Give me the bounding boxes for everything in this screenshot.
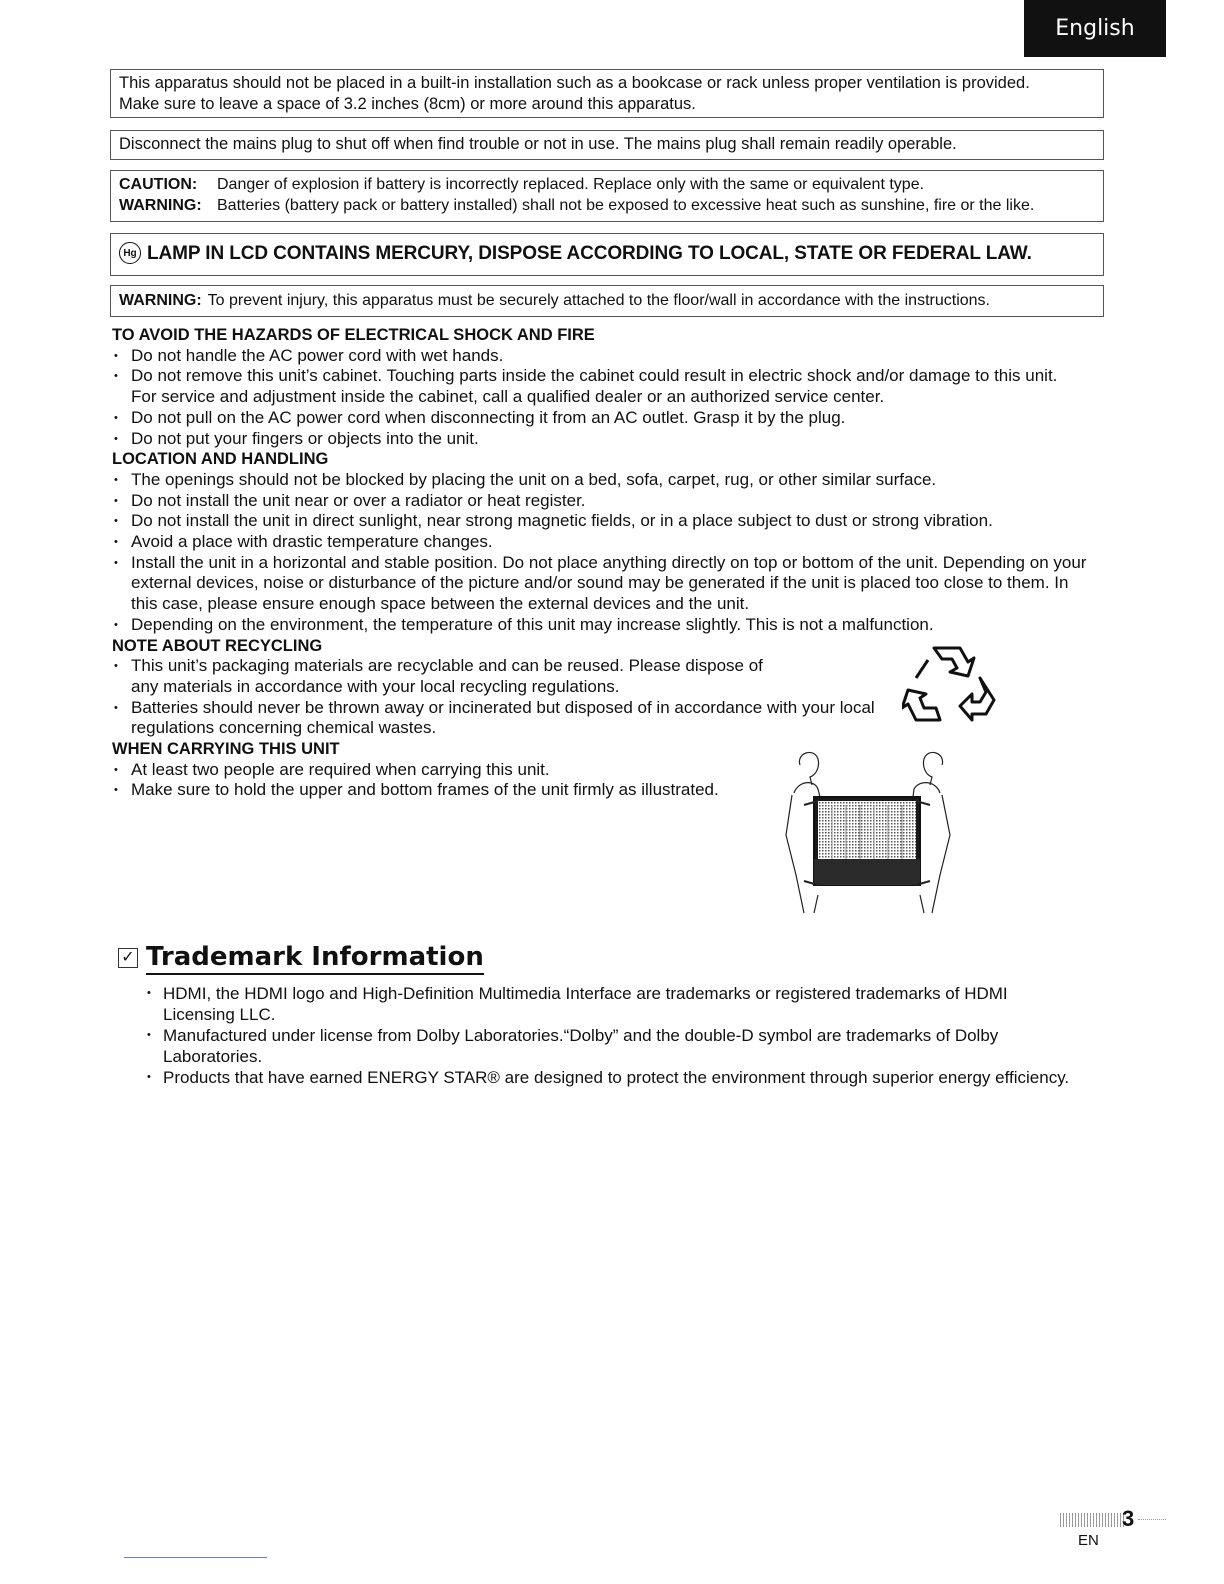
electrical-list <box>112 346 1102 450</box>
language-code: EN <box>1078 1532 1099 1549</box>
section-heading-carrying: WHEN CARRYING THIS UNIT <box>112 740 340 759</box>
language-tab: English <box>1024 0 1166 57</box>
list-item: • At least two people are required when carrying this unit. <box>112 760 1102 781</box>
list-item: • Do not handle the AC power cord with wet hands. <box>112 346 1102 367</box>
page-number-dotted-rule <box>1138 1519 1166 1520</box>
location-list <box>112 470 1102 636</box>
page-number-marker <box>1060 1508 1168 1532</box>
caution-row <box>119 174 1095 195</box>
mains-plug-notice-box <box>110 130 1104 160</box>
trademark-heading <box>118 941 484 975</box>
caution-warning-box <box>110 170 1104 222</box>
list-item: • HDMI, the HDMI logo and High-Definition Multimedia Interface are trademarks or registered trademarks of HDMI Licensing LLC. <box>145 983 1105 1025</box>
list-item: • Products that have earned ENERGY STAR® are designed to protect the environment through superior energy efficiency. <box>145 1067 1105 1088</box>
caution-label: CAUTION: <box>119 176 198 193</box>
safety-content <box>112 325 1102 801</box>
section-heading-location: LOCATION AND HANDLING <box>112 450 329 469</box>
carrying-block <box>112 739 1102 801</box>
list-item: • This unit’s packaging materials are recyclable and can be reused. Please dispose of any materials in accordance with your local recycling regulations. <box>112 656 902 697</box>
section-heading-electrical: TO AVOID THE HAZARDS OF ELECTRICAL SHOCK AND FIRE <box>112 326 595 344</box>
ventilation-notice-box <box>110 69 1104 118</box>
list-item: • Do not put your fingers or objects into the unit. <box>112 429 1102 450</box>
recycle-icon <box>902 638 1002 728</box>
list-item: • Install the unit in a horizontal and stable position. Do not place anything directly on top or bottom of the unit. Depending on your external devices, noise or disturbance of the picture and/or sound may be generated if the unit is placed too close to them. In this case, please ensure enough space between the external devices and the unit. <box>112 553 1102 615</box>
footer-rule <box>124 1557 267 1558</box>
battery-warning-label: WARNING: <box>119 197 202 214</box>
caution-text: Danger of explosion if battery is incorrectly replaced. Replace only with the same or equivalent type. <box>217 176 925 193</box>
list-item: • Do not install the unit in direct sunlight, near strong magnetic fields, or in a place subject to dust or strong vibration. <box>112 511 1102 532</box>
battery-warning-row <box>119 195 1095 216</box>
list-item: • Make sure to hold the upper and bottom frames of the unit firmly as illustrated. <box>112 780 1102 801</box>
injury-warning-text: To prevent injury, this apparatus must be securely attached to the floor/wall in accordance with the instructions. <box>207 292 990 309</box>
list-item: • The openings should not be blocked by placing the unit on a bed, sofa, carpet, rug, or other similar surface. <box>112 470 1102 491</box>
mains-plug-notice: Disconnect the mains plug to shut off when find trouble or not in use. The mains plug shall remain readily operable. <box>119 135 957 153</box>
list-item: • Manufactured under license from Dolby Laboratories.“Dolby” and the double-D symbol are trademarks of Dolby Laboratories. <box>145 1025 1105 1067</box>
recycling-block <box>112 636 1102 740</box>
page-number-shading <box>1060 1513 1124 1527</box>
mercury-hg-icon: Hg <box>119 242 141 264</box>
list-item: • Batteries should never be thrown away or incinerated but disposed of in accordance with your local regulations concerning chemical wastes. <box>112 698 902 739</box>
page-number: 3 <box>1122 1506 1135 1531</box>
injury-warning-box <box>110 285 1104 317</box>
checkbox-icon: ✓ <box>118 948 138 968</box>
list-item: • Do not install the unit near or over a radiator or heat register. <box>112 491 1102 512</box>
mercury-notice-text: LAMP IN LCD CONTAINS MERCURY, DISPOSE ACCORDING TO LOCAL, STATE OR FEDERAL LAW. <box>147 242 1032 264</box>
list-item: • Do not pull on the AC power cord when disconnecting it from an AC outlet. Grasp it by the plug. <box>112 408 1102 429</box>
carrying-tv-illustration <box>774 745 960 915</box>
recycling-list <box>112 656 902 739</box>
ventilation-notice-line-2: Make sure to leave a space of 3.2 inches (8cm) or more around this apparatus. <box>119 95 696 113</box>
injury-warning <box>119 290 1095 311</box>
injury-warning-label: WARNING: <box>119 292 202 309</box>
list-item: • Depending on the environment, the temperature of this unit may increase slightly. This is not a malfunction. <box>112 615 1102 636</box>
ventilation-notice-line-1: This apparatus should not be placed in a built-in installation such as a bookcase or rack unless proper ventilation is provided. <box>119 74 1030 92</box>
mercury-notice-box <box>110 233 1104 276</box>
trademark-title: Trademark Information <box>146 941 484 975</box>
mercury-notice <box>119 242 1095 264</box>
battery-warning-text: Batteries (battery pack or battery installed) shall not be exposed to excessive heat such as sunshine, fire or the like. <box>217 197 1035 214</box>
trademark-list <box>145 983 1105 1088</box>
section-heading-recycling: NOTE ABOUT RECYCLING <box>112 636 323 655</box>
list-item: • Do not remove this unit’s cabinet. Touching parts inside the cabinet could result in electric shock and/or damage to this unit. For service and adjustment inside the cabinet, call a qualified dealer or an authorized service center. <box>112 366 1102 407</box>
list-item: • Avoid a place with drastic temperature changes. <box>112 532 1102 553</box>
